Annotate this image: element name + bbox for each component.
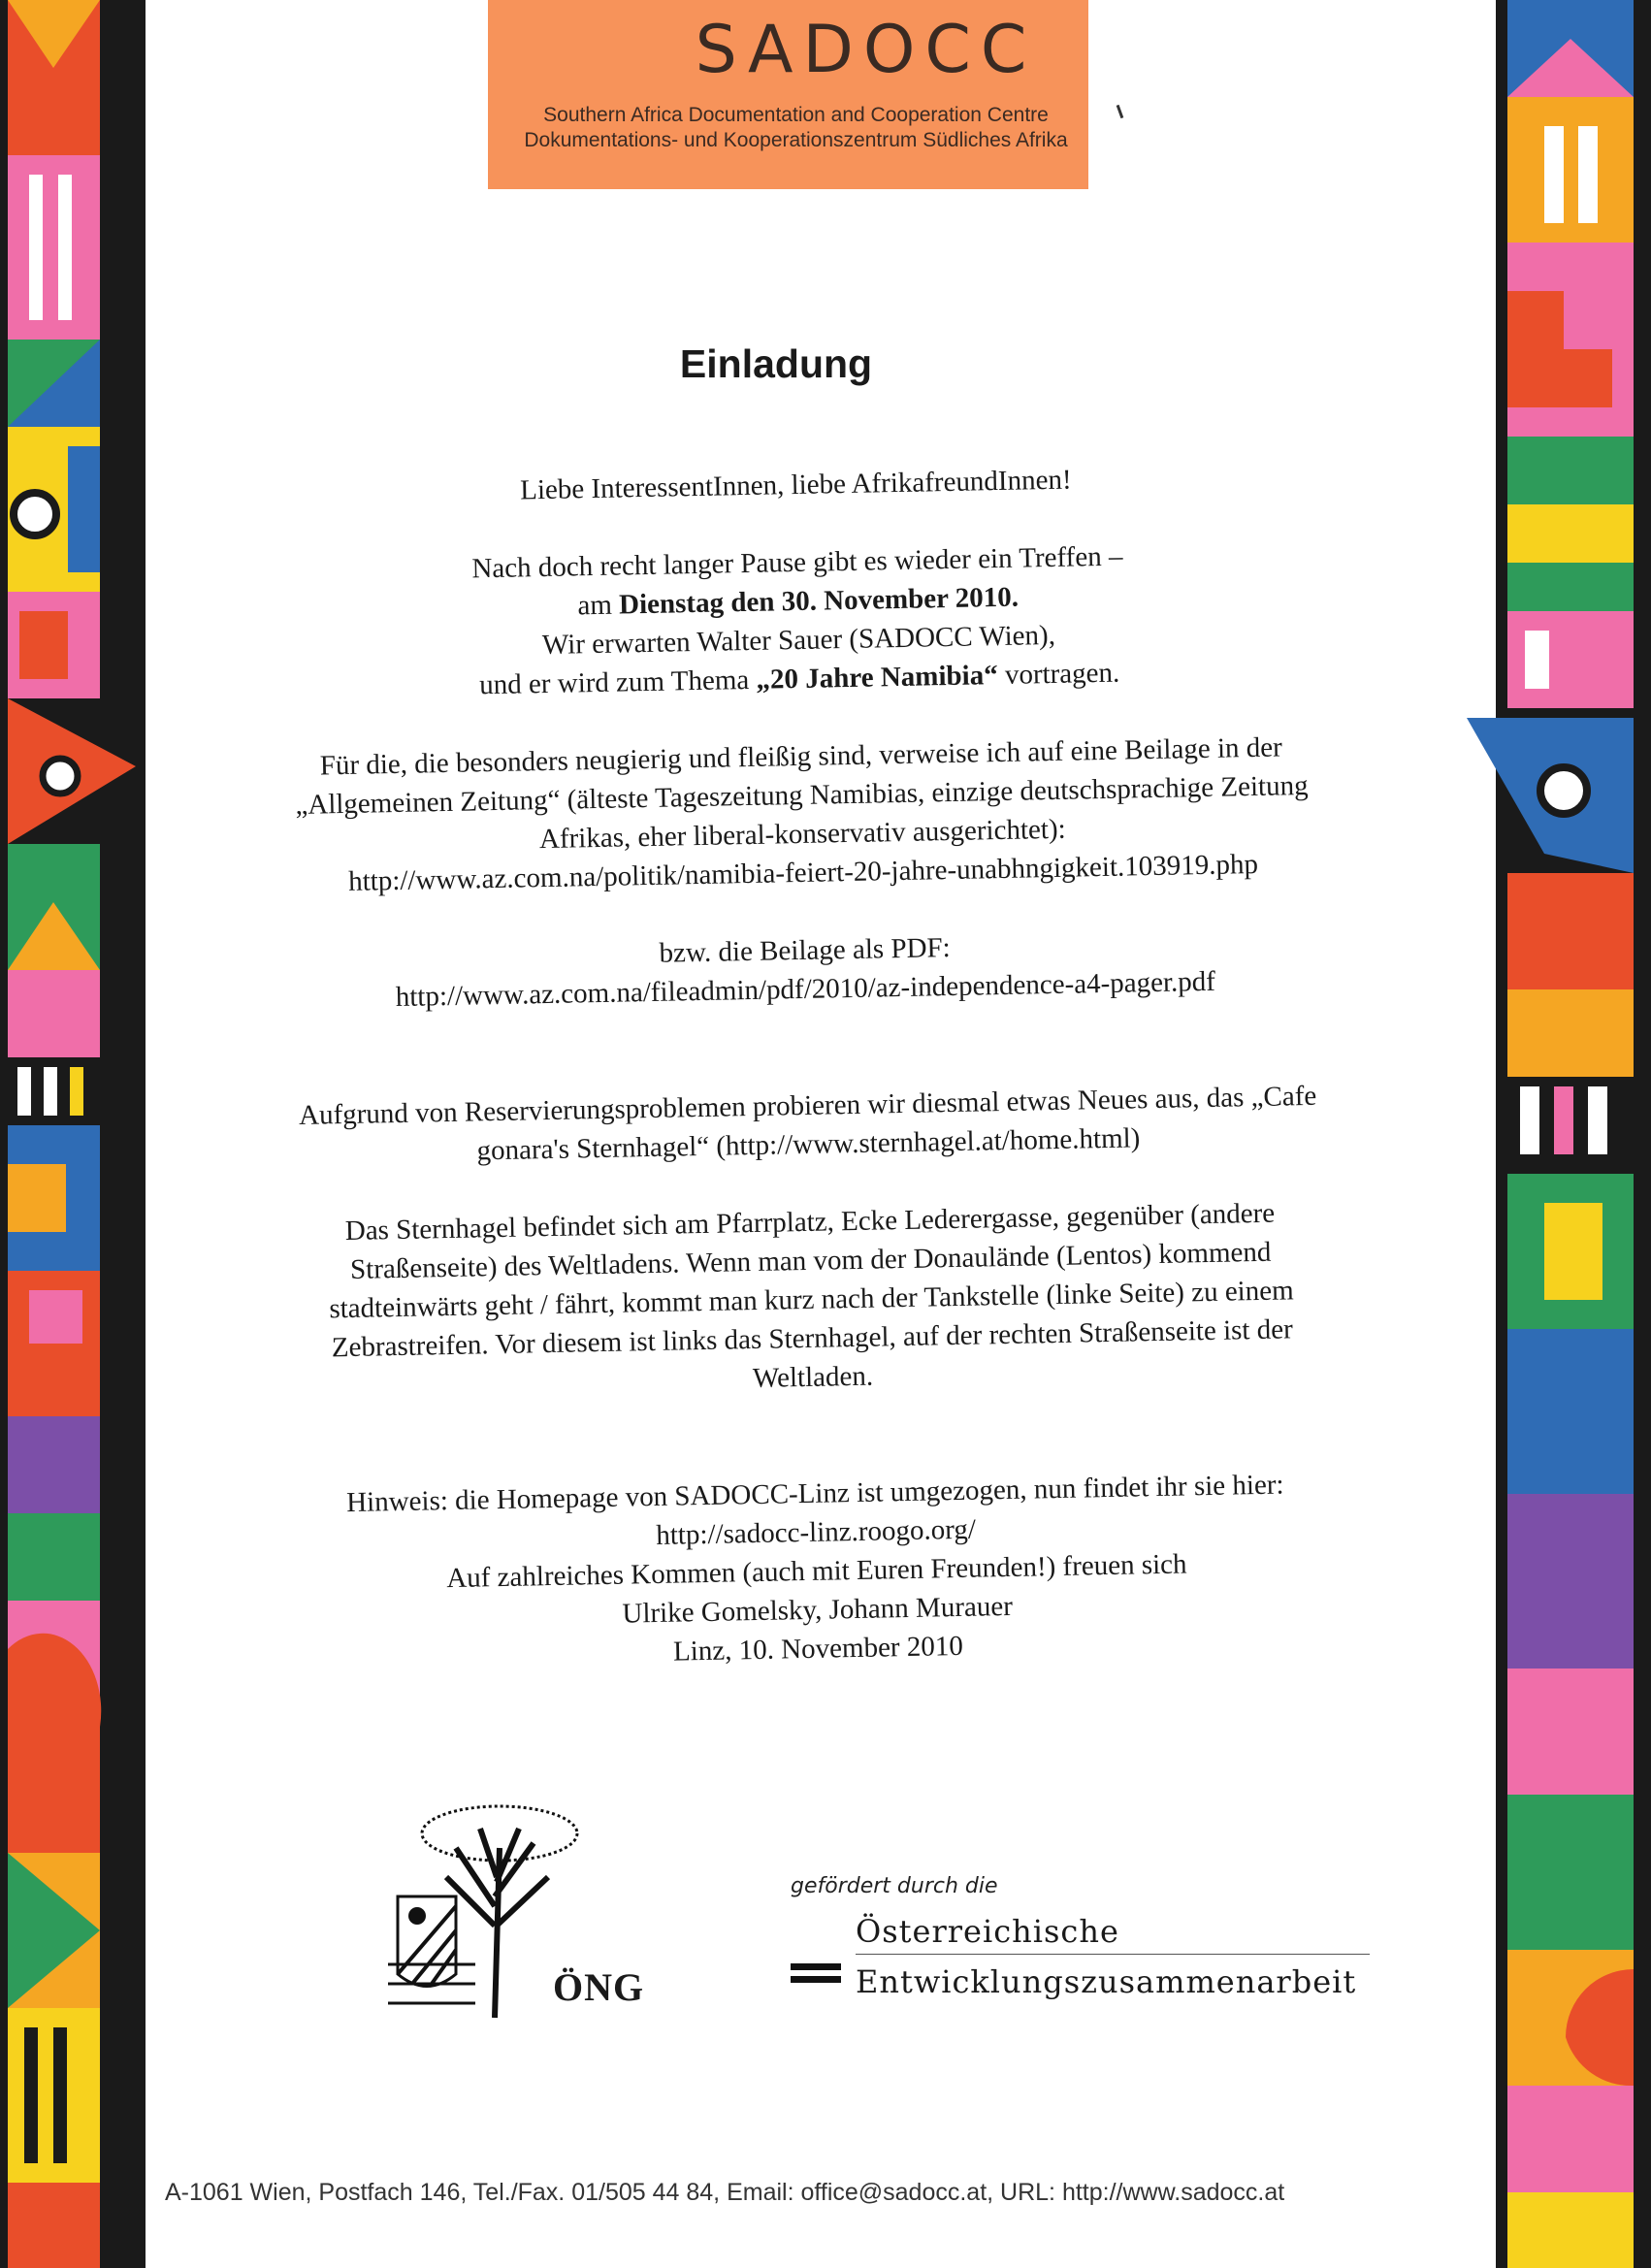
ada-equals-icon bbox=[791, 1963, 841, 1987]
invitation-body bbox=[204, 454, 1410, 1679]
text-line: stadteinwärts geht / fährt, kommt man kurz nach der Tankstelle (linke Seite) zu einem bbox=[329, 1275, 1294, 1325]
sadocc-header bbox=[488, 0, 1088, 189]
sadocc-logo: SADOCC bbox=[695, 12, 1037, 88]
contact-footer: A-1061 Wien, Postfach 146, Tel./Fax. 01/505 44 84, Email: office@sadocc.at, URL: http://www.sadocc.at bbox=[165, 2179, 1285, 2206]
text-span: und er wird zum Thema bbox=[478, 664, 757, 701]
text-line: Aufgrund von Reservierungsproblemen probieren wir diesmal etwas Neues aus, das „Cafe bbox=[298, 1080, 1317, 1131]
text-line: Für die, die besonders neugierig und fleißig sind, verweise ich auf eine Beilage in der bbox=[319, 731, 1283, 782]
signatories: Ulrike Gomelsky, Johann Murauer bbox=[622, 1590, 1014, 1630]
text-line: Straßenseite) des Weltladens. Wenn man vom der Donaulände (Lentos) kommend bbox=[349, 1236, 1272, 1285]
az-article-url: http://www.az.com.na/politik/namibia-feiert-20-jahre-unabhngigkeit.103919.php bbox=[347, 848, 1259, 897]
talk-topic: „20 Jahre Namibia“ bbox=[756, 660, 998, 696]
text-span: vortragen. bbox=[997, 657, 1120, 692]
text-line: Wir erwarten Walter Sauer (SADOCC Wien), bbox=[541, 619, 1056, 662]
oeng-label: ÖNG bbox=[553, 1965, 645, 2009]
place-date: Linz, 10. November 2010 bbox=[672, 1630, 964, 1668]
funded-by-text: gefördert durch die bbox=[791, 1874, 998, 1898]
text-line: Hinweis: die Homepage von SADOCC-Linz ist umgezogen, nun findet ihr sie hier: bbox=[345, 1469, 1284, 1519]
african-pattern-left bbox=[0, 0, 146, 2268]
az-pdf-url: http://www.az.com.na/fileadmin/pdf/2010/az-independence-a4-pager.pdf bbox=[395, 965, 1216, 1014]
text-line: Nach doch recht langer Pause gibt es wieder ein Treffen – bbox=[471, 540, 1123, 585]
left-decorative-border bbox=[0, 0, 146, 2268]
text-line: Afrikas, eher liberal-konservativ ausgerichtet): bbox=[538, 813, 1066, 856]
ada-name-line2: Entwicklungszusammenarbeit bbox=[856, 1963, 1357, 2000]
sadocc-linz-url: http://sadocc-linz.roogo.org/ bbox=[655, 1513, 977, 1551]
text-span: am bbox=[577, 589, 620, 622]
text-line: Das Sternhagel befindet sich am Pfarrplatz, Ecke Lederergasse, gegenüber (andere bbox=[344, 1197, 1276, 1247]
document-title: Einladung bbox=[679, 341, 873, 386]
text-line: Weltladen. bbox=[752, 1360, 874, 1395]
text-line: bzw. die Beilage als PDF: bbox=[659, 932, 951, 969]
right-decorative-border bbox=[1467, 0, 1651, 2268]
african-pattern-right bbox=[1467, 0, 1651, 2268]
header-subtitle-de: Dokumentations- und Kooperationszentrum Südliches Afrika bbox=[524, 129, 1068, 151]
text-line: Auf zahlreiches Kommen (auch mit Euren Freunden!) freuen sich bbox=[445, 1548, 1187, 1595]
stray-pen-mark bbox=[1117, 105, 1124, 118]
text-line: gonara's Sternhagel“ (http://www.sternhagel.at/home.html) bbox=[476, 1122, 1141, 1167]
text-line: Zebrastreifen. Vor diesem ist links das Sternhagel, auf der rechten Straßenseite ist der bbox=[331, 1313, 1294, 1364]
header-subtitle-en: Southern Africa Documentation and Cooperation Centre bbox=[543, 104, 1049, 126]
text-line: „Allgemeinen Zeitung“ (älteste Tageszeitung Namibias, einzige deutschsprachige Zeitung bbox=[295, 769, 1309, 821]
greeting: Liebe InteressentInnen, liebe AfrikafreundInnen! bbox=[519, 464, 1072, 506]
event-date: Dienstag den 30. November 2010. bbox=[618, 581, 1020, 621]
ada-name-line1: Österreichische bbox=[856, 1913, 1370, 1955]
